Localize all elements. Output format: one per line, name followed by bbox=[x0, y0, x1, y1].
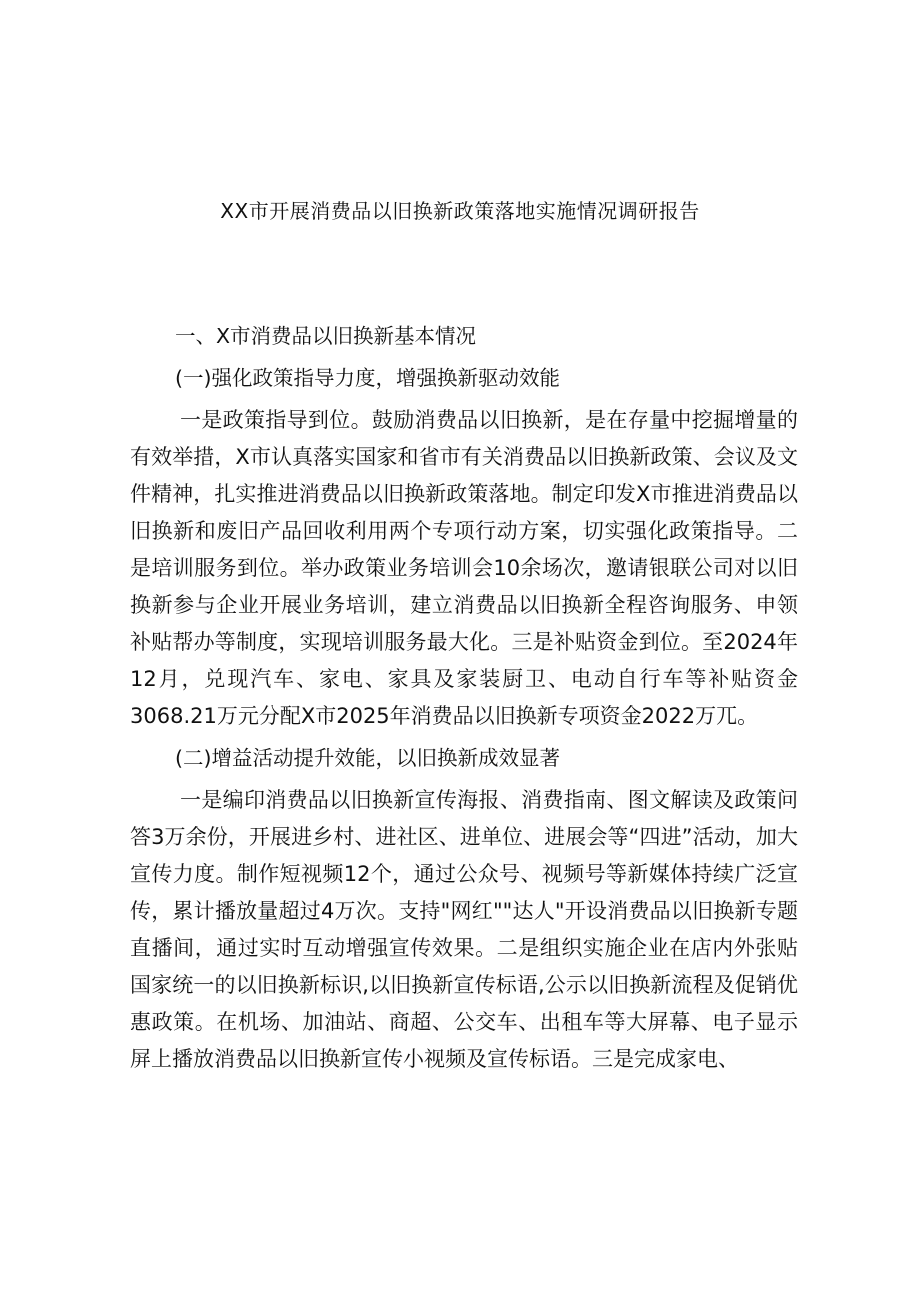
subsection-heading: (二)增益活动提升效能，以旧换新成效显著 bbox=[175, 746, 560, 770]
body-paragraph: 一是政策指导到位。鼓励消费品以旧换新，是在存量中挖掘增量的有效举措，X市认真落实国家和省市有关消费品以旧换新政策、会议及文件精神，扎实推进消费品以旧换新政策落地。制定印发X市推进消费品以旧换新和废旧产品回收利用两个专项行动方案，切实强化政策指导。二是培训服务到位。举办政策业务培训会10余场次，邀请银联公司对以旧换新参与企业开展业务培训，建立消费品以旧换新全程咨询服务、申领补贴帮办等制度，实现培训服务最大化。三是补贴资金到位。至2024年12月，兑现汽车、家电、家具及家装厨卫、电动自行车等补贴资金3068.21万元分配X市2025年消费品以旧换新专项资金2022万兀。 bbox=[130, 408, 798, 728]
document-title: XX市开展消费品以旧换新政策落地实施情况调研报告 bbox=[220, 199, 700, 223]
body-paragraph: 一是编印消费品以旧换新宣传海报、消费指南、图文解读及政策问答3万余份，开展进乡村、进社区、进单位、进展会等“四进”活动，加大宣传力度。制作短视频12个，通过公众号、视频号等新媒体持续广泛宣传，累计播放量超过4万次。支持"网红""达人"开设消费品以旧换新专题直播间，通过实时互动增强宣传效果。二是组织实施企业在店内外张贴国家统一的以旧换新标识,以旧换新宣传标语,公示以旧换新流程及促销优惠政策。在机场、加油站、商超、公交车、出租车等大屏幕、电子显示屏上播放消费品以旧换新宣传小视频及宣传标语。三是完成家电、 bbox=[130, 788, 798, 1071]
section-heading: 一、X市消费品以旧换新基本情况 bbox=[175, 324, 477, 348]
subsection-heading: (一)强化政策指导力度，增强换新驱动效能 bbox=[175, 366, 560, 390]
document-body bbox=[130, 318, 798, 1078]
